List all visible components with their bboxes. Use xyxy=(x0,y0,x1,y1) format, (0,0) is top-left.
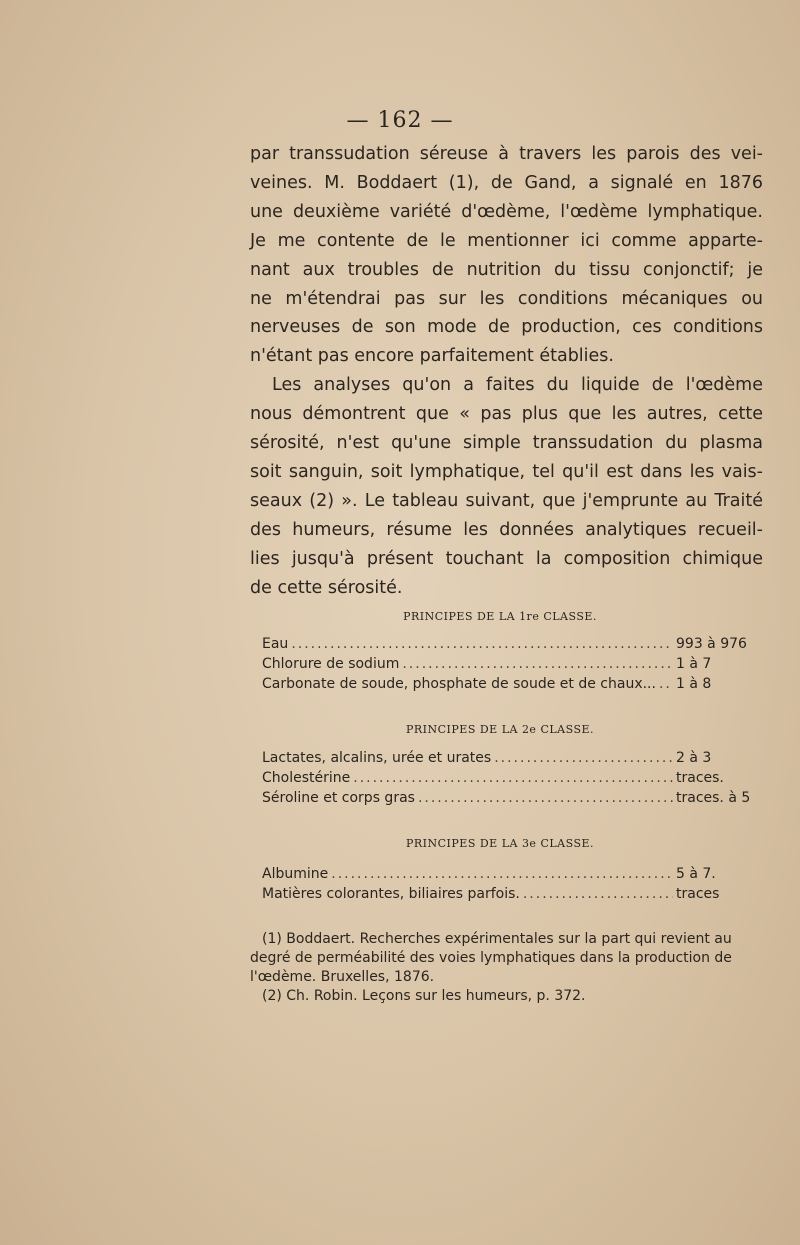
text-line: nerveuses de son mode de production, ces conditions xyxy=(250,317,763,338)
text-line: seaux (2) ». Le tableau suivant, que j'emprunte au Traité xyxy=(250,490,763,511)
row-value: 993 à 976 xyxy=(676,636,747,652)
row-label: Eau xyxy=(262,636,289,652)
leader-dots xyxy=(418,790,673,806)
text-line: lies jusqu'à présent touchant la composition chimique xyxy=(250,548,763,569)
text-line: Les analyses qu'on a faites du liquide de l'œdème xyxy=(272,375,763,396)
text-line: des humeurs, résume les données analytiques recueil- xyxy=(250,519,763,540)
row-label: Carbonate de soude, phosphate de soude et de chaux... xyxy=(262,676,656,692)
table-section-title: PRINCIPES DE LA 1re CLASSE. xyxy=(403,610,597,623)
leader-dots xyxy=(523,886,673,902)
leader-dots xyxy=(494,750,673,766)
row-value: 1 à 7 xyxy=(676,656,712,672)
leader-dots xyxy=(659,676,673,692)
text-line: nant aux troubles de nutrition du tissu conjonctif; je xyxy=(250,259,763,280)
text-line: n'étant pas encore parfaitement établies. xyxy=(250,346,614,367)
text-line: de cette sérosité. xyxy=(250,577,403,598)
footnotes xyxy=(250,930,762,1006)
row-label: Séroline et corps gras xyxy=(262,790,415,806)
leader-dots xyxy=(331,866,673,882)
table-row xyxy=(262,750,756,770)
row-label: Lactates, alcalins, urée et urates xyxy=(262,750,492,766)
text-line: sérosité, n'est qu'une simple transsudation du plasma xyxy=(250,433,763,454)
row-value: 2 à 3 xyxy=(676,750,712,766)
row-value: 1 à 8 xyxy=(676,676,712,692)
footnote: (1) Boddaert. Recherches expérimentales sur la part qui revient au degré de perméabilité des voies lymphatiques dans la production de l'œdème. Bruxelles, 1876. xyxy=(250,931,732,985)
text-line: nous démontrent que « pas plus que les autres, cette xyxy=(250,404,763,425)
text-line: veines. M. Boddaert (1), de Gand, a signalé en 1876 xyxy=(250,172,763,193)
leader-dots xyxy=(353,770,673,786)
leader-dots xyxy=(291,636,673,652)
row-label: Matières colorantes, biliaires parfois. xyxy=(262,886,520,902)
text-line: par transsudation séreuse à travers les parois des vei- xyxy=(250,144,763,164)
table-row xyxy=(262,866,756,886)
page-number: — 162 — xyxy=(346,108,454,133)
row-label: Cholestérine xyxy=(262,770,351,786)
table-row xyxy=(262,676,756,696)
table-row xyxy=(262,770,756,790)
table-row xyxy=(262,656,756,676)
row-label: Albumine xyxy=(262,866,329,882)
row-value: traces xyxy=(676,886,720,902)
body-text xyxy=(250,140,763,603)
leader-dots xyxy=(402,656,673,672)
table-section-title: PRINCIPES DE LA 3e CLASSE. xyxy=(405,837,595,850)
text-line: une deuxième variété d'œdème, l'œdème lymphatique. xyxy=(250,201,763,222)
text-line: Je me contente de le mentionner ici comme apparte- xyxy=(250,230,763,251)
row-value: traces. à 5 xyxy=(676,790,751,806)
table-row xyxy=(262,886,756,906)
row-value: traces. xyxy=(676,770,724,786)
text-line: soit sanguin, soit lymphatique, tel qu'il est dans les vais- xyxy=(250,461,763,482)
table-row xyxy=(262,636,756,656)
footnote: (2) Ch. Robin. Leçons sur les humeurs, p. 372. xyxy=(262,988,586,1004)
table-row xyxy=(262,790,756,810)
row-label: Chlorure de sodium xyxy=(262,656,400,672)
table-section-title: PRINCIPES DE LA 2e CLASSE. xyxy=(405,723,595,736)
row-value: 5 à 7. xyxy=(676,866,716,882)
text-line: ne m'étendrai pas sur les conditions mécaniques ou xyxy=(250,288,763,309)
